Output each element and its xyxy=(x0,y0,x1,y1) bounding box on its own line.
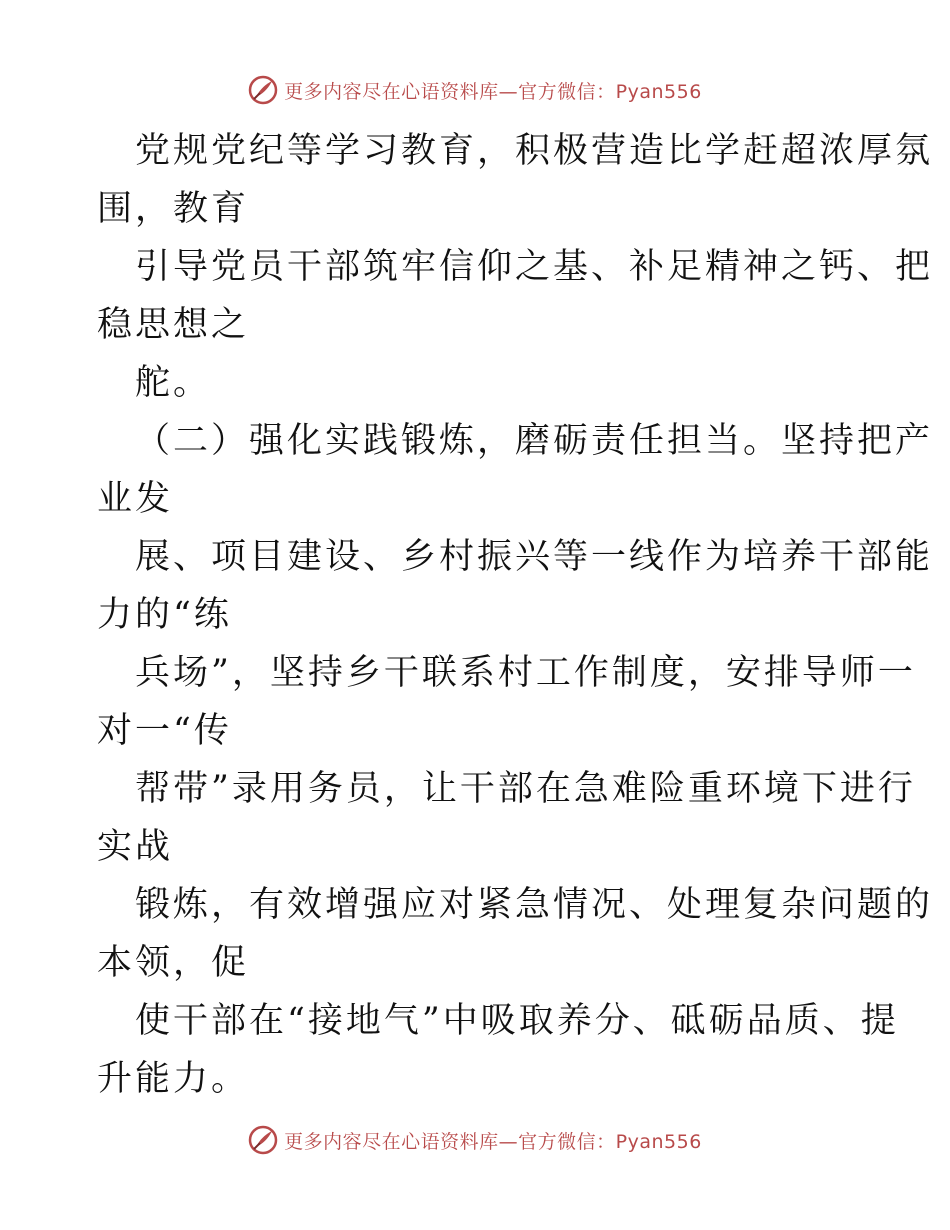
watermark-text: 更多内容尽在心语资料库—官方微信：Pyan556 xyxy=(284,80,702,103)
text-line: 稳思想之 xyxy=(97,305,250,345)
text-line: 兵场”，坚持乡干联系村工作制度，安排导师一 xyxy=(135,653,916,693)
feather-pen-icon xyxy=(248,1125,278,1155)
text-line: 锻炼，有效增强应对紧急情况、处理复杂问题的 xyxy=(135,885,934,925)
text-line: 对一“传 xyxy=(97,711,232,751)
text-line: 帮带”录用务员，让干部在急难险重环境下进行 xyxy=(135,769,916,809)
watermark-text: 更多内容尽在心语资料库—官方微信：Pyan556 xyxy=(284,1130,702,1153)
text-line: 引导党员干部筑牢信仰之基、补足精神之钙、把 xyxy=(135,247,934,287)
text-line: （二）强化实践锻炼，磨砺责任担当。坚持把产 xyxy=(135,421,934,461)
text-line: 使干部在“接地气”中吸取养分、砥砺品质、提 xyxy=(135,1001,899,1041)
text-line: 力的“练 xyxy=(97,595,232,635)
text-line: 展、项目建设、乡村振兴等一线作为培养干部能 xyxy=(135,537,934,577)
feather-pen-icon xyxy=(248,75,278,105)
text-line: 党规党纪等学习教育，积极营造比学赶超浓厚氛 xyxy=(135,131,934,171)
text-line: 围，教育 xyxy=(97,189,250,229)
text-line: 实战 xyxy=(97,827,174,867)
text-line: 业发 xyxy=(97,479,174,519)
document-body xyxy=(97,122,934,1108)
text-line: 舵。 xyxy=(135,363,212,403)
footer-watermark xyxy=(0,1120,950,1160)
header-watermark xyxy=(0,70,950,110)
text-line: 本领，促 xyxy=(97,943,250,983)
text-line: 升能力。 xyxy=(97,1059,250,1099)
